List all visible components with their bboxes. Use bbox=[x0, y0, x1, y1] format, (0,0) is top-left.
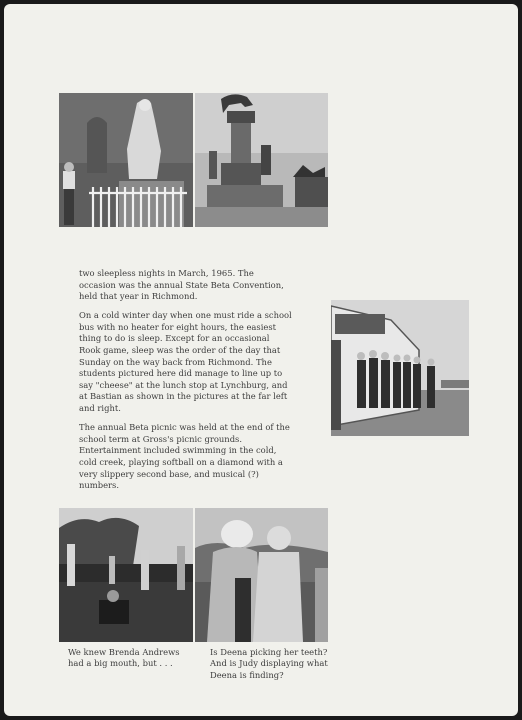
paragraph-picnic: The annual Beta picnic was held at the end of the school term at Gross's picnic grounds. Entertainment included swimming in the cold, cold creek, playing softball on a diamond with a very slippery second base, and musical (?) numbers. bbox=[79, 422, 290, 491]
body-text bbox=[79, 268, 293, 499]
photo-students-at-bus bbox=[331, 300, 469, 436]
paragraph-convention: two sleepless nights in March, 1965. The occasion was the annual State Beta Convention, held that year in Richmond. bbox=[79, 268, 284, 302]
photo-picnic-softball bbox=[59, 508, 193, 642]
caption-right: Is Deena picking her teeth? And is Judy displaying what Deena is finding? bbox=[210, 647, 328, 680]
photo-equestrian-monument bbox=[195, 93, 328, 227]
paragraph-bus-trip: On a cold winter day when one must ride a school bus with no heater for eight hours, the easiest thing to do is sleep. Except for an occasional Rook game, sleep was the order of the day that Sunday on the way back from Richmond. The students pictured here did manage to line up to say "cheese" at the lunch stop at Lynchburg, and at Bastian as shown in the pictures at the far left and right. bbox=[79, 310, 292, 414]
caption-left: We knew Brenda Andrews had a big mouth, but . . . bbox=[68, 647, 180, 669]
photo-deena-and-judy bbox=[195, 508, 328, 642]
yearbook-page bbox=[4, 4, 518, 716]
photo-statue-rotunda bbox=[59, 93, 193, 227]
